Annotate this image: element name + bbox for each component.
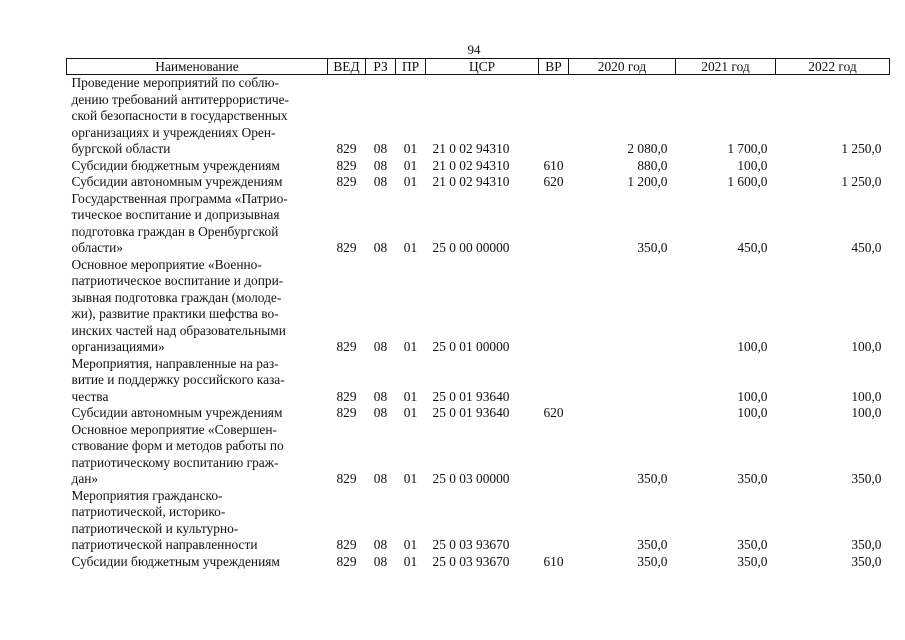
cell-csr: 21 0 02 94310	[432, 141, 510, 156]
cell-ved: 829	[336, 240, 357, 255]
name-line: чества	[71, 388, 109, 404]
cell-name	[67, 257, 328, 356]
cell-rz: 08	[373, 388, 388, 404]
cell-csr: 21 0 02 94310	[432, 157, 510, 173]
cell-pr: 01	[403, 405, 418, 420]
table-row	[67, 174, 890, 191]
header-row	[67, 59, 890, 75]
cell-2021: 350,0	[737, 471, 768, 486]
name-line: Основное мероприятие «Совершен-	[71, 421, 278, 437]
name-line: патриотической, историко-	[71, 504, 226, 519]
cell-ved: 829	[336, 157, 357, 173]
cell-csr: 25 0 01 93640	[432, 388, 510, 404]
cell-name	[67, 174, 328, 191]
cell-ved: 829	[336, 141, 357, 156]
cell-rz: 08	[373, 339, 388, 354]
table-header	[67, 59, 890, 75]
name-line: Субсидии автономным учреждениям	[71, 174, 283, 189]
cell-pr: 01	[403, 174, 418, 189]
cell-2021: 350,0	[737, 537, 768, 552]
cell-2021: 450,0	[737, 240, 768, 255]
cell-2022: 1 250,0	[841, 141, 882, 156]
cell-ved: 829	[336, 537, 357, 552]
cell-2020	[569, 356, 676, 406]
name-line: области»	[71, 240, 123, 255]
cell-ved: 829	[336, 553, 357, 569]
cell-2022: 350,0	[851, 471, 882, 486]
cell-ved: 829	[336, 405, 357, 420]
cell-name	[67, 488, 328, 554]
header-2022: 2022 год	[776, 59, 890, 75]
cell-rz: 08	[373, 157, 388, 173]
cell-csr: 25 0 01 93640	[432, 405, 510, 420]
cell-rz: 08	[373, 537, 388, 552]
cell-vr	[539, 191, 569, 257]
cell-name	[67, 75, 328, 158]
cell-ved: 829	[336, 174, 357, 189]
header-pr: ПР	[396, 59, 426, 75]
name-line: Государственная программа «Патрио-	[71, 190, 288, 206]
cell-2021: 100,0	[737, 157, 768, 173]
cell-name	[67, 356, 328, 406]
cell-2022: 100,0	[851, 405, 882, 420]
table-row	[67, 422, 890, 488]
cell-2020: 350,0	[637, 471, 668, 486]
cell-2020	[569, 405, 676, 422]
cell-rz: 08	[373, 471, 388, 486]
cell-name	[67, 405, 328, 422]
header-name: Наименование	[67, 59, 328, 75]
cell-name	[67, 554, 328, 571]
name-line: подготовка граждан в Оренбургской	[71, 223, 279, 239]
name-line: Проведение мероприятий по соблю-	[71, 75, 279, 90]
name-line: организациями»	[71, 339, 165, 354]
cell-2021: 100,0	[737, 405, 768, 420]
cell-vr	[539, 75, 569, 158]
cell-ved: 829	[336, 388, 357, 404]
name-line: Субсидии бюджетным учреждениям	[71, 553, 280, 569]
table-row	[67, 75, 890, 158]
cell-2020: 880,0	[637, 157, 668, 173]
cell-2022: 100,0	[851, 388, 882, 404]
table-row	[67, 488, 890, 554]
cell-pr: 01	[403, 388, 418, 404]
header-2020: 2020 год	[569, 59, 676, 75]
cell-2021: 350,0	[737, 553, 768, 569]
name-line: дан»	[71, 471, 99, 486]
cell-name	[67, 191, 328, 257]
cell-2022: 350,0	[851, 537, 882, 552]
name-line: Субсидии автономным учреждениям	[71, 405, 283, 420]
table-row	[67, 356, 890, 406]
cell-2022	[776, 158, 890, 175]
cell-2021: 1 700,0	[727, 141, 768, 156]
table-row	[67, 257, 890, 356]
cell-vr: 620	[543, 405, 564, 420]
header-vr: ВР	[539, 59, 569, 75]
header-ved: ВЕД	[328, 59, 366, 75]
cell-2020: 350,0	[637, 537, 668, 552]
budget-table	[66, 58, 890, 570]
name-line: инских частей над образовательными	[71, 322, 286, 338]
name-line: патриотической направленности	[71, 537, 258, 552]
table-row	[67, 191, 890, 257]
cell-2021: 100,0	[737, 339, 768, 354]
cell-2020: 1 200,0	[627, 174, 668, 189]
name-line: Мероприятия гражданско-	[71, 487, 223, 503]
name-line: тическое воспитание и допризывная	[71, 207, 280, 222]
cell-2021: 100,0	[737, 388, 768, 404]
header-2021: 2021 год	[676, 59, 776, 75]
cell-vr	[539, 488, 569, 554]
cell-name	[67, 158, 328, 175]
cell-pr: 01	[403, 537, 418, 552]
cell-pr: 01	[403, 141, 418, 156]
cell-vr	[539, 356, 569, 406]
cell-pr: 01	[403, 157, 418, 173]
name-line: организациях и учреждениях Орен-	[71, 124, 276, 140]
cell-rz: 08	[373, 240, 388, 255]
name-line: бургской области	[71, 141, 171, 156]
name-line: Субсидии бюджетным учреждениям	[71, 157, 280, 173]
cell-pr: 01	[403, 471, 418, 486]
table-body	[67, 75, 890, 571]
name-line: зывная подготовка граждан (молоде-	[71, 289, 282, 305]
cell-csr: 25 0 01 00000	[432, 339, 510, 354]
name-line: патриотическому воспитанию граж-	[71, 454, 279, 470]
name-line: Мероприятия, направленные на раз-	[71, 355, 279, 371]
cell-2022: 350,0	[851, 553, 882, 569]
cell-2020: 2 080,0	[627, 141, 668, 156]
cell-pr: 01	[403, 553, 418, 569]
header-csr: ЦСР	[426, 59, 539, 75]
name-line: ствование форм и методов работы по	[71, 438, 284, 453]
name-line: жи), развитие практики шефства во-	[71, 306, 279, 321]
name-line: патриотической и культурно-	[71, 520, 239, 536]
name-line: дению требований антитеррористиче-	[71, 91, 290, 107]
cell-csr: 25 0 00 00000	[432, 240, 510, 255]
name-line: патриотическое воспитание и допри-	[71, 273, 284, 288]
table-row	[67, 158, 890, 175]
name-line: витие и поддержку российского каза-	[71, 372, 285, 387]
table-row	[67, 405, 890, 422]
cell-csr: 21 0 02 94310	[432, 174, 510, 189]
cell-2022: 100,0	[851, 339, 882, 354]
header-rz: РЗ	[366, 59, 396, 75]
page-number: 94	[467, 42, 481, 57]
cell-2021: 1 600,0	[727, 174, 768, 189]
cell-2020: 350,0	[637, 240, 668, 255]
cell-vr: 610	[543, 553, 564, 569]
cell-ved: 829	[336, 339, 357, 354]
cell-2022: 450,0	[851, 240, 882, 255]
cell-rz: 08	[373, 405, 388, 420]
cell-vr	[539, 257, 569, 356]
cell-2020	[569, 257, 676, 356]
cell-vr: 610	[543, 157, 564, 173]
cell-ved: 829	[336, 471, 357, 486]
cell-rz: 08	[373, 141, 388, 156]
name-line: Основное мероприятие «Военно-	[71, 256, 262, 272]
cell-pr: 01	[403, 240, 418, 255]
cell-rz: 08	[373, 174, 388, 189]
cell-2022: 1 250,0	[841, 174, 882, 189]
name-line: ской безопасности в государственных	[71, 108, 288, 123]
cell-pr: 01	[403, 339, 418, 354]
cell-csr: 25 0 03 93670	[432, 553, 510, 569]
cell-csr: 25 0 03 00000	[432, 471, 510, 486]
cell-vr: 620	[543, 174, 564, 189]
cell-csr: 25 0 03 93670	[432, 537, 510, 552]
cell-vr	[539, 422, 569, 488]
cell-2020: 350,0	[637, 553, 668, 569]
table-row	[67, 554, 890, 571]
cell-rz: 08	[373, 553, 388, 569]
cell-name	[67, 422, 328, 488]
